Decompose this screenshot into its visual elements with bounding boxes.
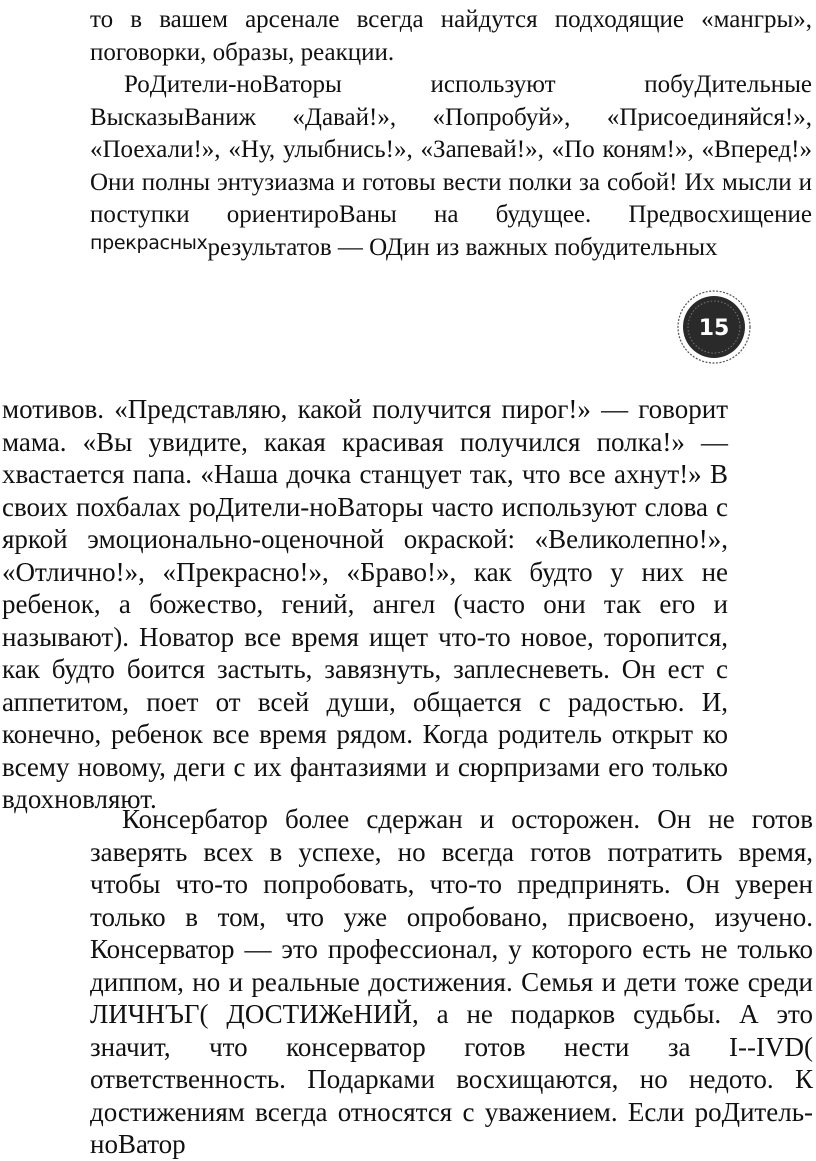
middle-text-block [2, 393, 728, 816]
page-number: 15 [698, 316, 730, 341]
paragraph-conservator: Консербатор более сдержан и осторожен. Он не готов заверять всех в успехе, но всегда готов потратить время, чтобы что-то попробовать, что-то предпринять. Он уверен только в том, что уже опробовано, присвоено, изучено. Консерватор — это профессионал, у которого есть не только диппом, но и реальные достижения. Семья и дети тоже среди ЛИЧНЪГ( ДОСТИЖеНИЙ, а не подарков судьбы. А это значит, что консерватор готов нести за I--IVD( ответственность. Подарками восхищаются, но недото. К достижениям всегда относятся с уважением. Если роДитель-ноВатор [90, 804, 813, 1159]
paragraph-innovators-text-a: РоДители-ноВаторы используют побуДительные ВысказыВаниж «Давай!», «Попробуй», «Присоединяйся!», «Поехали!», «Ну, улыбнись!», «Запевай!», «По коням!», «Вперед!» Они полны энтузиазма и готовы вести полки за собой! Их мысли и поступки ориентироВаны на будущее. Предвосхищение [90, 71, 812, 228]
paragraph-motives: мотивов. «Представляю, какой получится пирог!» — говорит мама. «Вы увидите, какая красивая получился полка!» — хвастается папа. «Наша дочка станцует так, что все ахнут!» В своих похбалах роДители-ноВаторы часто используют слова с яркой эмоционально-оценочной окраской: «Великолепно!», «Отлично!», «Прекрасно!», «Браво!», как будто у них не ребенок, а божество, гений, ангел (часто они так его и называют). Новатор все время ищет что-то новое, торопится, как будто боится застыть, завязнуть, заплесневеть. Он ест с аппетитом, поет от всей души, общается с радостью. И, конечно, ребенок все время рядом. Когда родитель открыт ко всему новому, деги с их фантазиями и сюрпризами его только вдохновляют. [2, 394, 728, 814]
paragraph-innovators-text-b: результатов — ОДин из важных побудительных [207, 233, 718, 261]
top-text-block [90, 4, 812, 265]
bottom-text-block [90, 803, 813, 1161]
paragraph-continuation: то в вашем арсенале всегда найдутся подходящие «мангры», поговорки, образы, реакции. [90, 6, 812, 66]
inserted-word: прекрасных [90, 231, 208, 254]
paragraph-innovators [90, 69, 812, 265]
page-number-badge [676, 289, 752, 365]
